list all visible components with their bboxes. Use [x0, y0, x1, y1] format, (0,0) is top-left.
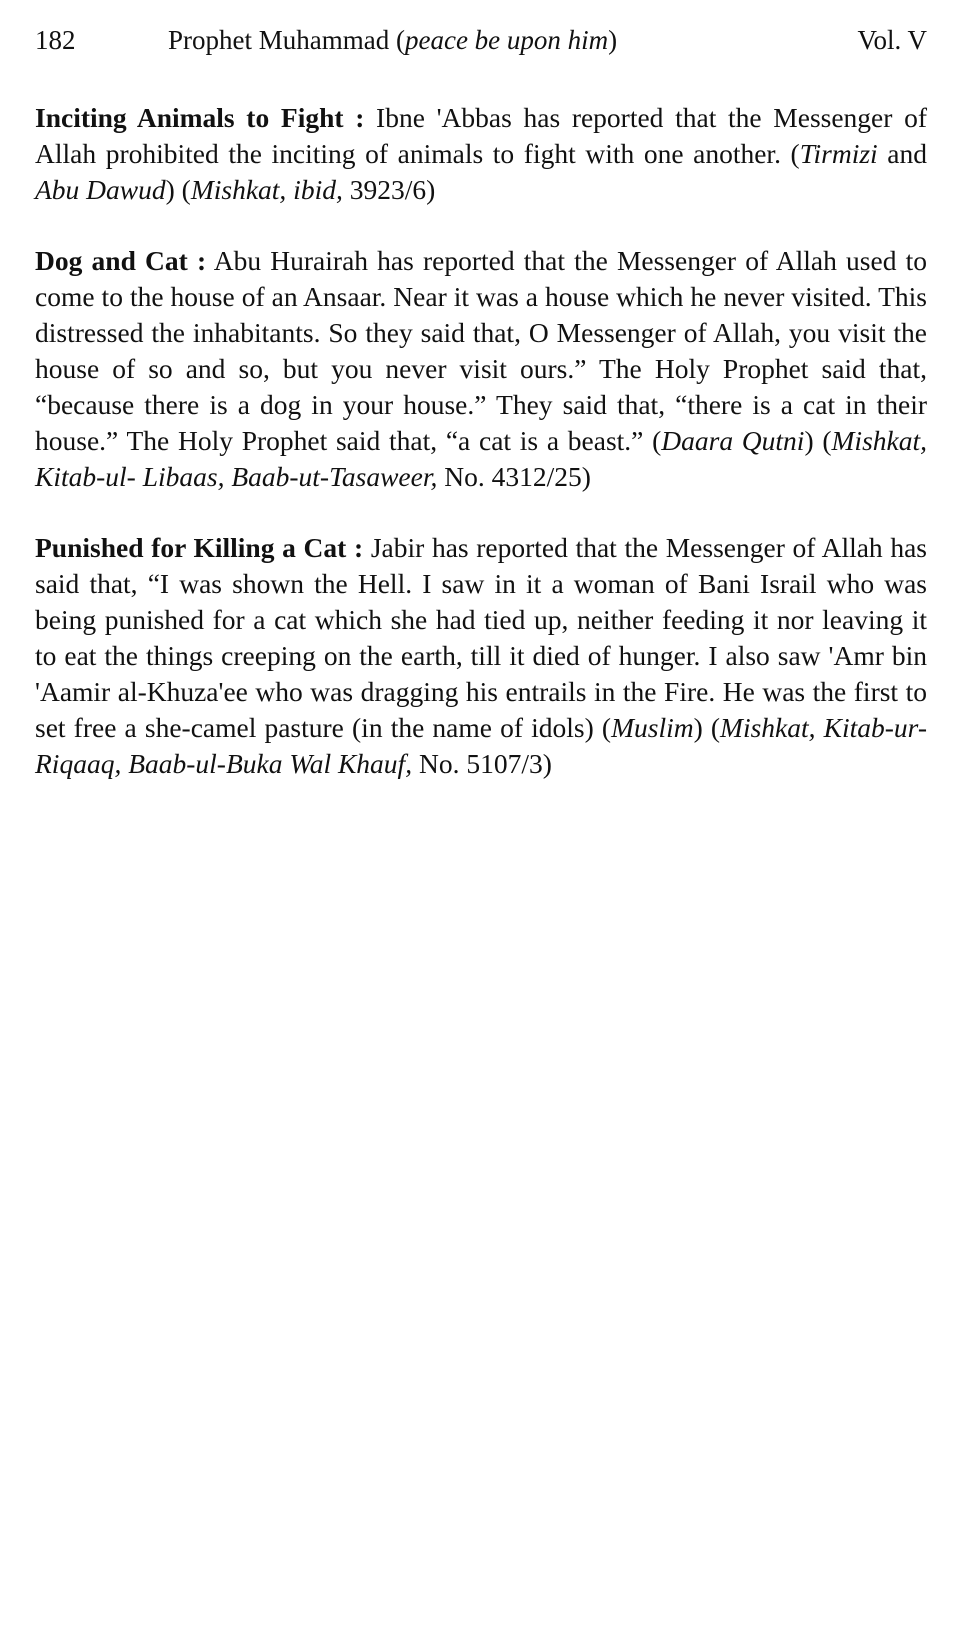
- section-body: Jabir has reported that the Messenger of Allah has said that, “I was shown the Hell. I saw in it a woman of Bani Israil who was being punished for a cat which she had tied up, neither feeding it nor leaving it to eat the things creeping on the earth, till it died of hunger. I also saw 'Amr bin 'Aamir al-Khuza'ee who was dragging his entrails in the Fire. He was the first to set free a she-camel pasture (in the name of idols) (: [35, 532, 928, 743]
- section-body: Abu Hurairah has reported that the Messenger of Allah used to come to the house of an Ansaar. Near it was a house which he never visited. This distressed the inhabitants. So they said that, O Messenger of Allah, you visit the house of so and so, but you never visit ours.” The Holy Prophet said that, “because there is a dog in your house.” They said that, “there is a cat in their house.” The Holy Prophet said that, “a cat is a beast.” (: [35, 245, 928, 456]
- citation: Mishkat, Kitab-ur-Riqaaq, Baab-ul-Buka Wal Khauf,: [35, 712, 927, 779]
- section-heading: Punished for Killing a Cat :: [35, 532, 364, 563]
- section-heading: Dog and Cat :: [35, 245, 207, 276]
- section-body: Ibne 'Abbas has reported that the Messenger of Allah prohibited the inciting of animals to fight with one another. (: [35, 102, 928, 169]
- citation-separator: ) (: [693, 712, 721, 743]
- citation-number: 3923/6): [342, 174, 436, 205]
- citation: Tirmizi: [799, 138, 878, 169]
- citation: Daara Qutni: [661, 425, 805, 456]
- citation-number: No. 5107/3): [412, 748, 552, 779]
- book-page: [35, 22, 927, 782]
- citation: Muslim: [611, 712, 694, 743]
- citation-separator: and: [877, 138, 927, 169]
- section-heading: Inciting Animals to Fight :: [35, 102, 365, 133]
- citation-separator: ) (: [804, 425, 832, 456]
- running-title: Prophet Muhammad (peace be upon him): [168, 25, 618, 55]
- citation-number: No. 4312/25): [437, 461, 591, 492]
- citation: Abu Dawud: [35, 174, 166, 205]
- section-punished-for-killing-cat: [35, 530, 927, 782]
- page-number: 182: [35, 25, 76, 55]
- citation-separator: ) (: [165, 174, 191, 205]
- running-title-honorific: peace be upon him: [404, 25, 609, 55]
- page-header: [35, 22, 927, 62]
- citation: Mishkat, ibid,: [190, 174, 343, 205]
- running-title-text: Prophet Muhammad: [168, 25, 390, 55]
- volume-label: Vol. V: [857, 25, 927, 55]
- section-dog-and-cat: [35, 243, 927, 495]
- section-inciting-animals: [35, 100, 927, 208]
- citation: Mishkat, Kitab-ul- Libaas, Baab-ut-Tasaweer,: [35, 425, 927, 492]
